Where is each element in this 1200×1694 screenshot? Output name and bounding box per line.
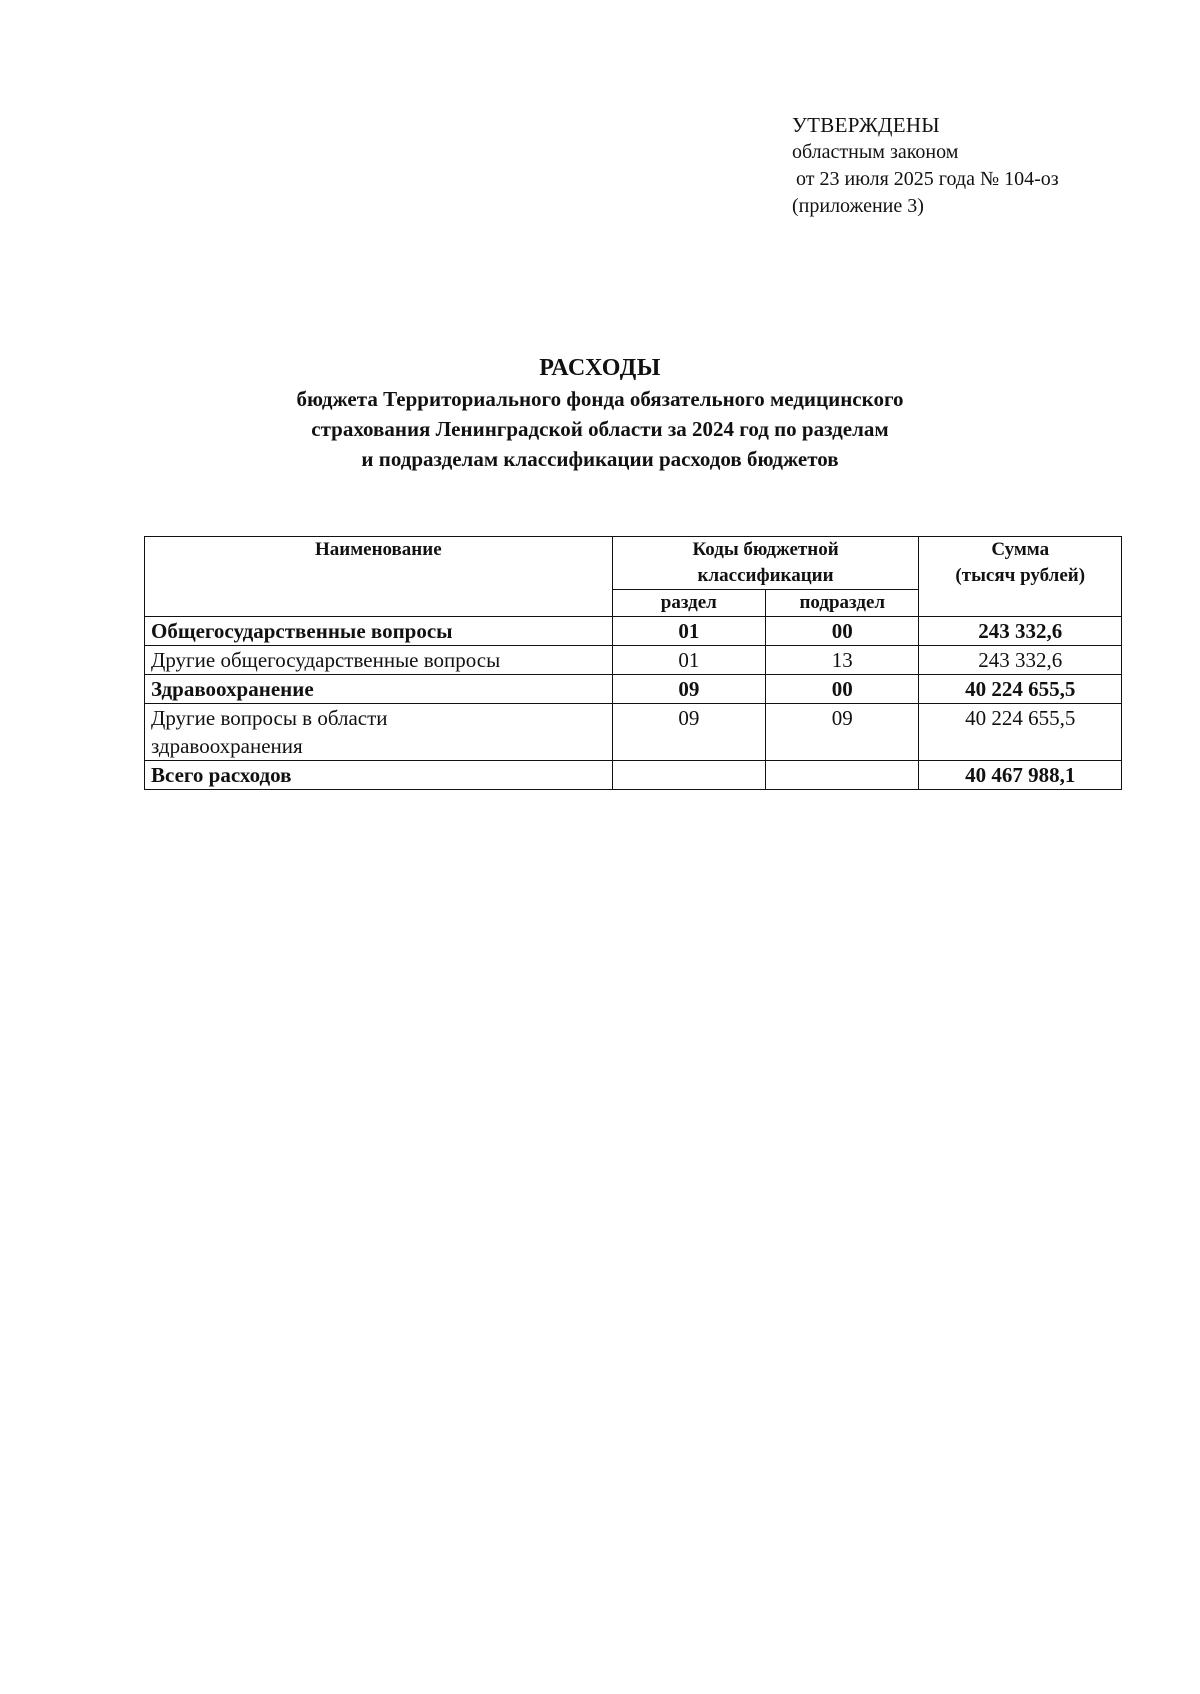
table-row <box>145 704 1122 761</box>
header-sum-line-1: Сумма <box>991 539 1050 560</box>
approval-stamp <box>792 112 1059 220</box>
row-sum: 40 224 655,5 <box>919 704 1122 761</box>
header-sum <box>919 537 1122 617</box>
row-name-line-2: здравоохранения <box>151 734 303 758</box>
approval-heading: УТВЕРЖДЕНЫ <box>792 113 940 137</box>
row-subsection: 00 <box>766 617 919 646</box>
table-row <box>145 617 1122 646</box>
row-section: 01 <box>612 646 765 675</box>
row-subsection <box>766 761 919 790</box>
header-sum-line-2: (тысяч рублей) <box>955 565 1086 586</box>
row-subsection: 00 <box>766 675 919 704</box>
approval-annex-line: (приложение 3) <box>792 195 924 217</box>
row-name: Всего расходов <box>145 761 613 790</box>
row-section: 09 <box>612 704 765 761</box>
row-section <box>612 761 765 790</box>
header-name: Наименование <box>145 537 613 617</box>
table-row <box>145 646 1122 675</box>
table-header-row <box>145 537 1122 590</box>
row-sum: 40 224 655,5 <box>919 675 1122 704</box>
row-section: 01 <box>612 617 765 646</box>
row-subsection: 13 <box>766 646 919 675</box>
row-sum: 243 332,6 <box>919 646 1122 675</box>
header-subsection: подраздел <box>766 590 919 617</box>
row-name: Другие общегосударственные вопросы <box>145 646 613 675</box>
expenses-table <box>144 536 1122 790</box>
header-codes-line-2: классификации <box>697 565 834 586</box>
approval-law-line: областным законом <box>792 141 959 163</box>
row-name: Здравоохранение <box>145 675 613 704</box>
table-row <box>145 675 1122 704</box>
row-sum: 243 332,6 <box>919 617 1122 646</box>
row-sum: 40 467 988,1 <box>919 761 1122 790</box>
title-line-3: и подразделам классификации расходов бюджетов <box>361 447 839 471</box>
row-name <box>145 704 613 761</box>
title-line-2: страхования Ленинградской области за 2024 год по разделам <box>311 417 889 441</box>
row-name: Общегосударственные вопросы <box>145 617 613 646</box>
title-line-1: бюджета Территориального фонда обязательного медицинского <box>296 387 904 411</box>
approval-date-line: от 23 июля 2025 года № 104-оз <box>796 168 1059 190</box>
header-codes-line-1: Коды бюджетной <box>692 539 839 560</box>
table-row-total <box>145 761 1122 790</box>
document-title <box>150 352 1050 474</box>
header-section: раздел <box>612 590 765 617</box>
row-section: 09 <box>612 675 765 704</box>
row-subsection: 09 <box>766 704 919 761</box>
title-main: РАСХОДЫ <box>539 355 661 381</box>
header-codes <box>612 537 919 590</box>
row-name-line-1: Другие вопросы в области <box>151 706 388 730</box>
